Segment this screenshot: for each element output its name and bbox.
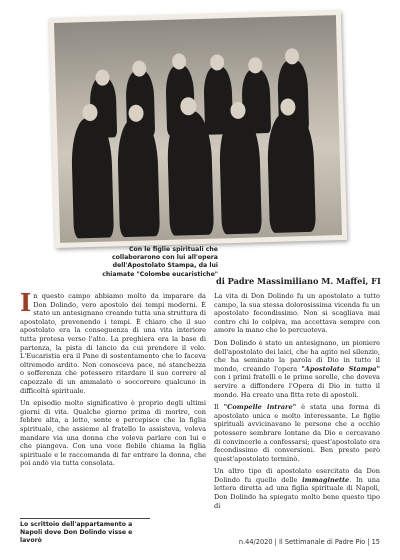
paragraph-text: Don Dolindo è stato un antesignano, un pioniere dell'apostolato dei laici, che ha agito nel silenzio, che ha seminato la parola di Dio in tutto il mondo, creando l'opera [214, 338, 380, 373]
photo-figure [219, 115, 262, 234]
photo-figure [71, 117, 114, 238]
paragraph-text: . In una lettera diretta ad una figlia spirituale di Napoli, Don Dolindo ha spiegato molto bene questo tipo di [214, 475, 380, 510]
right-column [214, 292, 380, 514]
photo-caption: Con le figlie spirituali che collaborarono con lui all'opera dell'Apostolato Stampa, da lui chiamate "Colombe eucaristiche" [102, 246, 218, 278]
paragraph [20, 288, 206, 395]
paragraph: La vita di Don Dolindo fu un apostolato a tutto campo, la sua stessa dolorosissima vicenda fu un apostolato fecondissimo. Non si scagliava mai contro chi lo colpiva, ma accettava sempre con amore la mano che lo percuoteva. [214, 292, 380, 335]
photo-figure [267, 112, 316, 233]
emphasis-text: immaginette [302, 475, 350, 484]
dropcap-letter: I [20, 288, 32, 317]
caption-divider [20, 518, 150, 519]
photo-figure [117, 118, 160, 237]
paragraph-text: n questo campo abbiamo molto da imparare da Don Dolindo, vero apostolo dei tempi moderni. È stato un antesignano creando tutta una struttura di apostolato, prevenendo i tempi. È chiaro che il suo apostolato era la conseguenza di una vita interiore tutta protesa verso l'alto. La preghiera era la base di partenza, la pista di lancio da cui prendere il volo. L'Eucaristia era il Pane di sostentamento che lo faceva oltremodo ardito. Non conosceva pace, né stanchezza o sofferenza che potessero ritardare il suo correre al capezzale di un ammalato o soccorrere qualcuno in difficoltà spirituale. [20, 292, 206, 395]
emphasis-text: "Compelle intrare" [223, 403, 297, 412]
article-byline: di Padre Massimiliano M. Maffei, FI [216, 276, 381, 286]
group-photo-image [54, 15, 342, 243]
paragraph: Un episodio molto significativo è proprio degli ultimi giorni di vita. Qualche giorno prima di morire, con febbre alta, a letto, sente e percepisce che la figlia spirituale, che assieme al fratello lo assisteva, voleva mandare via una donna che voleva parlare con lui e che piangeva. Con una voce flebile chiama la figlia spirituale e le raccomanda di far entrare la donna, che poi andò via tutta consolata. [20, 399, 206, 468]
paragraph [214, 403, 380, 463]
paragraph [214, 467, 380, 510]
historical-photo [49, 10, 347, 248]
left-column [20, 288, 206, 472]
photo-figure-priest [167, 111, 214, 236]
paragraph-text: Un altro tipo di apostolato esercitato da Don Dolindo fu quello delle [214, 467, 380, 484]
paragraph-text: è stata una forma di apostolato unica e molto interessante. Le figlie spirituali avvicinavano le persone che a occhio potessero sembrare lontane da Dio e cercavano di convincerle a confessarsi; quest'apostolato era fecondissimo di conversioni. Ben presto però quest'apostolato terminò. [214, 403, 381, 463]
page-footer: n.44/2020 | Il Settimanale di Padre Pio | 15 [238, 538, 380, 546]
bottom-caption: Lo scrittoio dell'appartamento a Napoli dove Don Dolindo visse e lavorò [20, 521, 133, 544]
paragraph [214, 339, 380, 399]
paragraph-text: Il [214, 403, 224, 412]
emphasis-text: "Apostolato Stampa" [301, 364, 380, 373]
paragraph-text: con i primi fratelli e le prime sorelle, che doveva servire a diffondere l'Opera di Dio in tutto il mondo. Ha creato una fitta rete di apostoli. [214, 373, 380, 399]
